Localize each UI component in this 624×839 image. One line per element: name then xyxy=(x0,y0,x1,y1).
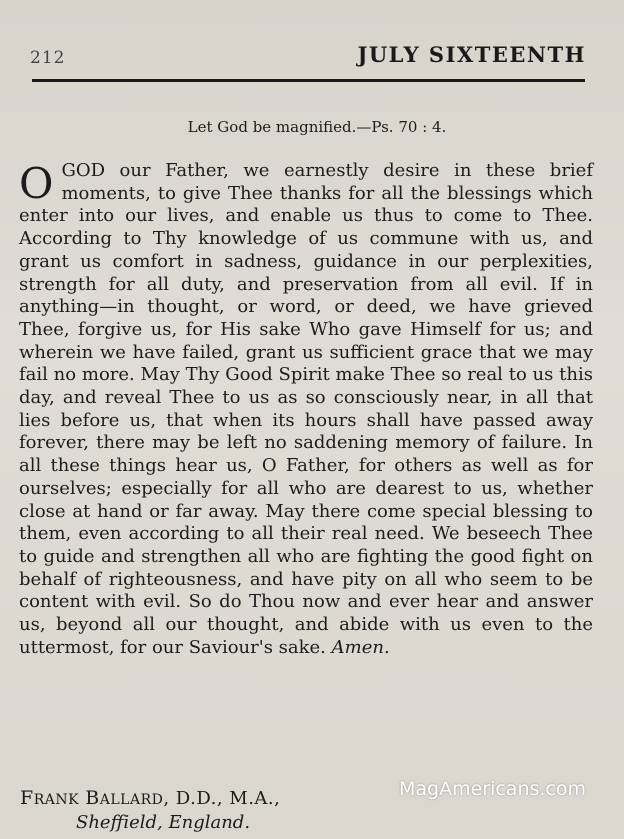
prayer-body: GOD our Father, we earnestly desire in these brief moments, to give Thee thanks for all the blessings which enter into our lives, and enable us thus to come to Thee. According to Thy knowledge of us commune with us, and grant us comfort in sadness, guidance in our perplexities, strength for all duty, and preservation from all evil. If in anything—in thought, or word, or deed, we have grieved Thee, forgive us, for His sake Who gave Himself for us; and wherein we have failed, grant us sufficient grace that we may fail no more. May Thy Good Spirit make Thee so real to us this day, and reveal Thee to us as so consciously near, in all that lies before us, that when its hours shall have passed away forever, there may be left no saddening memory of failure. In all these things hear us, O Father, for others as well as for ourselves; especially for all who are dearest to us, whether close at hand or far away. May there come special blessing to them, even according to all their real need. We beseech Thee to guide and strengthen all who are fighting the good fight on behalf of righteousness, and have pity on all who seem to be content with evil. So do Thou now and ever hear and answer us, beyond all our thought, and abide with us even to the uttermost, for our Saviour's sake. xyxy=(19,160,593,658)
prayer-closing: Amen. xyxy=(331,636,390,658)
page-number: 212 xyxy=(30,48,66,68)
prayer-text xyxy=(19,160,593,659)
header-rule xyxy=(32,79,585,82)
epigraph-verse: Let God be magnified.—Ps. 70 : 4. xyxy=(187,118,447,136)
author-location: Sheffield, England. xyxy=(76,812,251,833)
running-title: JULY SIXTEENTH xyxy=(357,42,586,67)
watermark-logo: MagAmericans.com xyxy=(398,778,586,800)
drop-cap: O xyxy=(19,159,54,208)
author-name: FRANK BALLARD, D.D., M.A., xyxy=(20,787,281,809)
page-header xyxy=(30,40,586,74)
